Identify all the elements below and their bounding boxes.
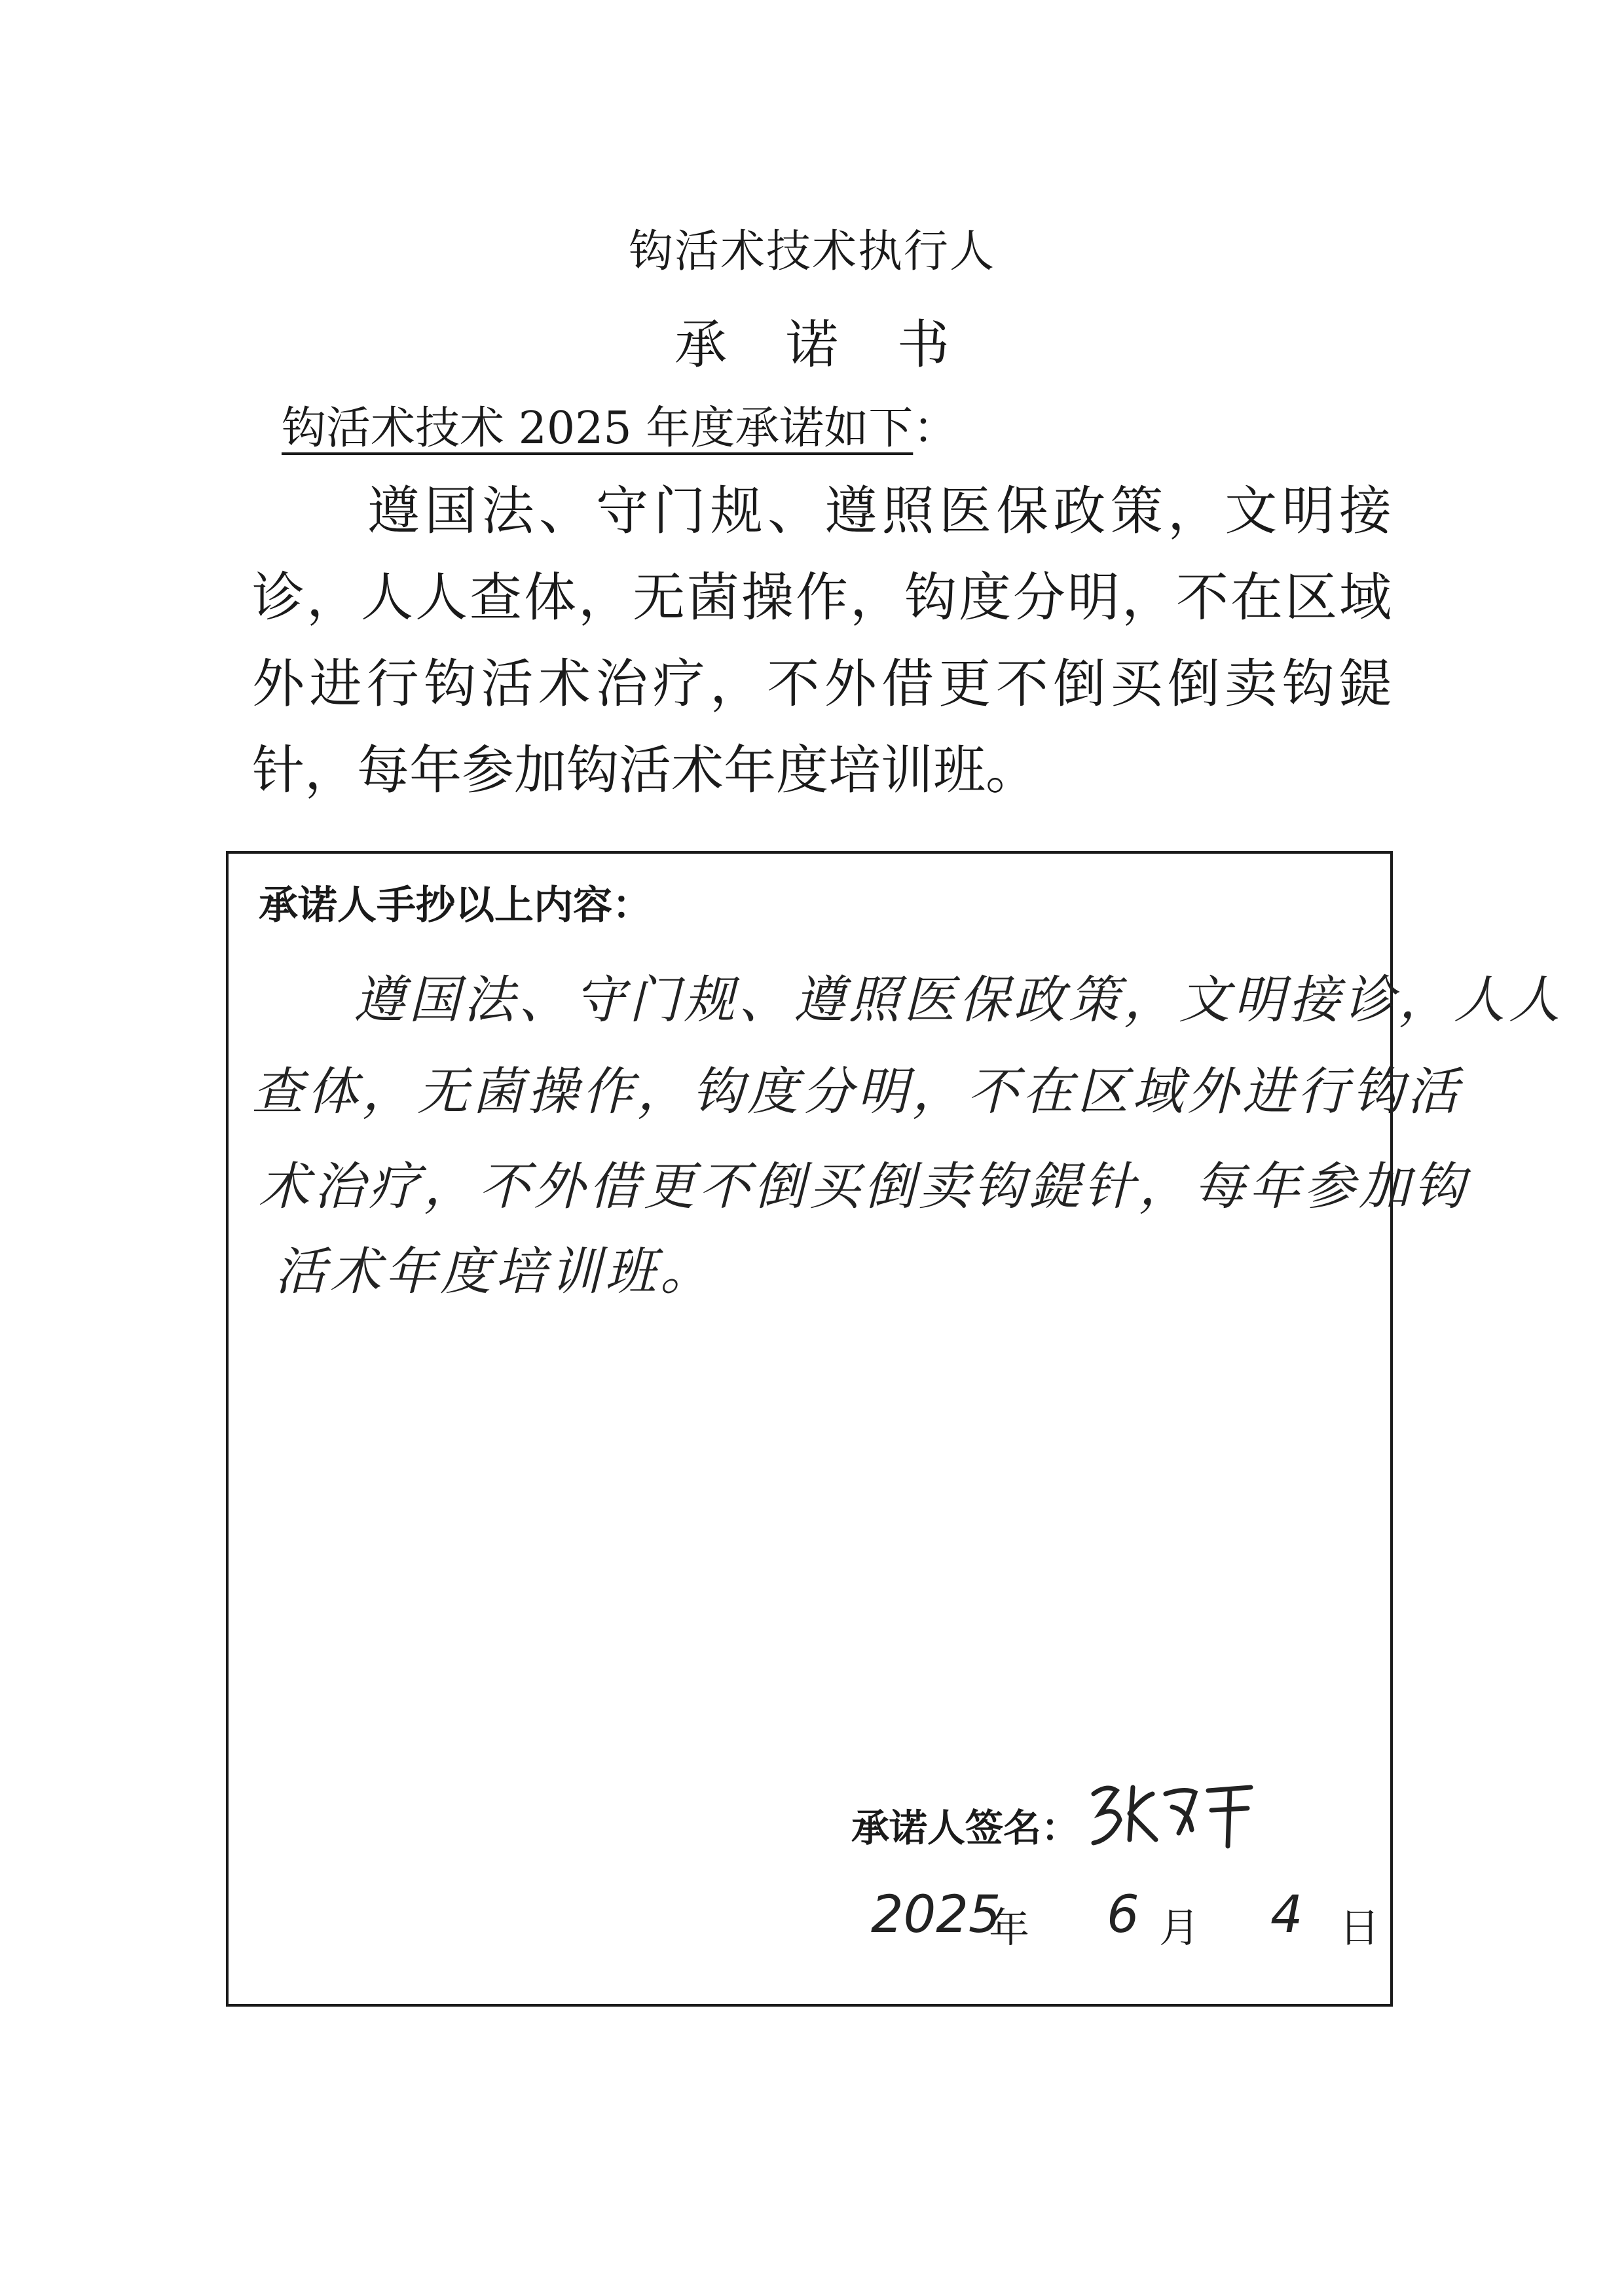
handwritten-line-3: 术治疗，不外借更不倒买倒卖钩鍉针，每年参加钩 (259, 1157, 1469, 1216)
document-subtitle: 承诺书 (674, 314, 1008, 375)
handwritten-line-2: 查体，无菌操作，钩度分明，不在区域外进行钩活 (252, 1063, 1463, 1121)
handwritten-line-4: 活术年度培训班。 (275, 1243, 716, 1302)
signature-label: 承诺人签名： (851, 1806, 1080, 1850)
date-year: 2025 (871, 1886, 1001, 1944)
intro-colon: ： (913, 403, 958, 454)
date-year-unit: 年 (989, 1904, 1030, 1952)
date-day-unit: 日 (1339, 1904, 1380, 1952)
date-day: 4 (1270, 1886, 1303, 1944)
intro-line (282, 393, 957, 456)
intro-text: 钩活术技术 2025 年度承诺如下 (282, 403, 913, 454)
document-title: 钩活术技术执行人 (628, 226, 995, 278)
handwritten-signature (1080, 1768, 1264, 1853)
date-month-unit: 月 (1159, 1904, 1200, 1952)
date-month: 6 (1107, 1886, 1139, 1944)
promise-body: 遵国法、守门规、遵照医保政策，文明接诊，人人查体，无菌操作，钩度分明，不在区域外进行钩活术治疗，不外借更不倒买倒卖钩鍉针，每年参加钩活术年度培训班。 (252, 481, 1392, 801)
copy-box-label: 承诺人手抄以上内容： (259, 883, 652, 928)
handwritten-line-1: 遵国法、守门规、遵照医保政策，文明接诊，人人 (354, 971, 1564, 1030)
